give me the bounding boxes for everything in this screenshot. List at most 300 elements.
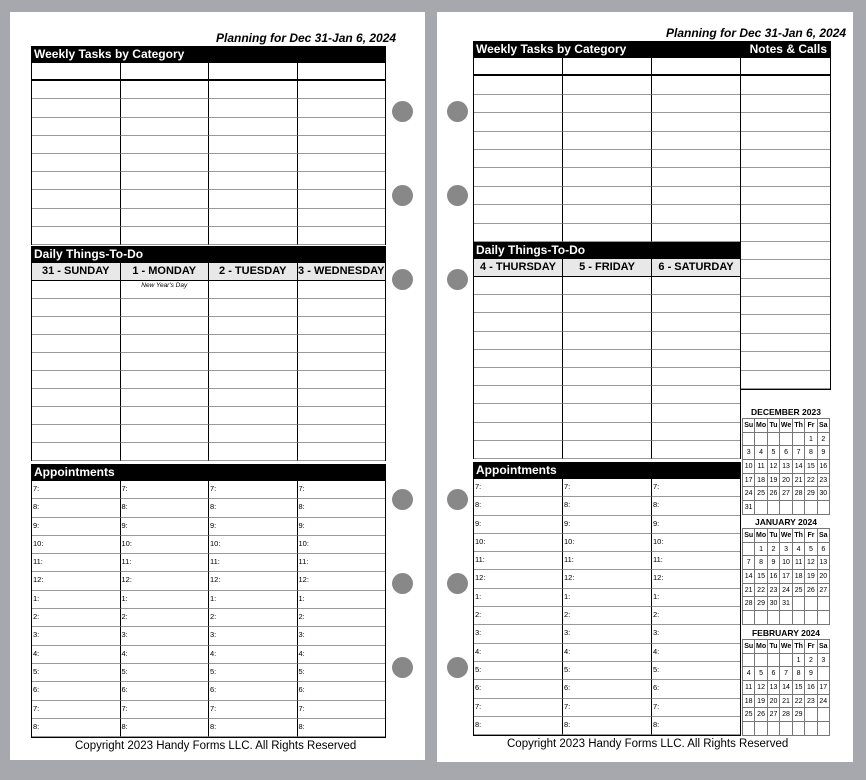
calendar-day[interactable]: 11 [792, 556, 804, 570]
daily-todo-cell[interactable] [121, 443, 210, 461]
appointment-slot[interactable] [209, 554, 298, 572]
weekly-task-cell[interactable] [652, 150, 740, 168]
weekly-task-cell[interactable] [121, 99, 210, 117]
weekly-task-cell[interactable] [209, 227, 298, 245]
daily-todo-cell[interactable] [298, 335, 386, 353]
notes-line[interactable] [741, 371, 830, 389]
notes-line[interactable] [741, 187, 830, 205]
weekly-task-cell[interactable] [32, 172, 121, 190]
weekly-task-cell[interactable] [563, 150, 652, 168]
calendar-day[interactable]: 26 [767, 487, 779, 501]
daily-todo-cell[interactable] [563, 313, 652, 331]
appointment-slot[interactable] [474, 570, 563, 588]
calendar-day[interactable]: 8 [805, 446, 817, 460]
weekly-task-cell[interactable] [32, 154, 121, 172]
weekly-task-cell[interactable] [652, 132, 740, 150]
appointment-slot[interactable] [298, 609, 386, 627]
calendar-day[interactable]: 12 [755, 681, 767, 695]
calendar-day[interactable]: 10 [743, 460, 755, 474]
weekly-task-cell[interactable] [563, 95, 652, 113]
weekly-task-cell[interactable] [563, 113, 652, 131]
weekly-task-cell[interactable] [474, 224, 563, 242]
weekly-task-cell[interactable] [298, 227, 386, 245]
notes-line[interactable] [741, 315, 830, 333]
weekly-task-cell[interactable] [298, 118, 386, 136]
weekly-task-cell[interactable] [121, 136, 210, 154]
appointment-slot[interactable] [652, 625, 740, 643]
daily-todo-cell[interactable] [563, 386, 652, 404]
daily-todo-cell[interactable] [652, 350, 740, 368]
calendar-day[interactable]: 26 [805, 583, 817, 597]
daily-todo-cell[interactable] [298, 443, 386, 461]
calendar-day[interactable]: 20 [817, 570, 829, 584]
appointment-slot[interactable] [32, 609, 121, 627]
daily-todo-cell[interactable] [474, 441, 563, 459]
appointment-slot[interactable] [121, 554, 210, 572]
calendar-day[interactable]: 7 [780, 667, 793, 681]
daily-todo-cell[interactable] [121, 389, 210, 407]
appointment-slot[interactable] [121, 646, 210, 664]
notes-line[interactable] [741, 242, 830, 260]
daily-todo-cell[interactable] [209, 353, 298, 371]
appointment-slot[interactable] [32, 701, 121, 719]
calendar-day[interactable]: 15 [755, 570, 767, 584]
daily-todo-cell[interactable] [32, 443, 121, 461]
calendar-day[interactable]: 22 [792, 694, 804, 708]
calendar-day[interactable]: 11 [755, 460, 767, 474]
appointment-slot[interactable] [298, 646, 386, 664]
calendar-day[interactable]: 27 [767, 708, 779, 722]
weekly-task-cell[interactable] [563, 76, 652, 94]
appointment-slot[interactable] [209, 481, 298, 499]
daily-todo-cell[interactable] [563, 350, 652, 368]
daily-todo-cell[interactable] [121, 407, 210, 425]
appointment-slot[interactable] [209, 609, 298, 627]
calendar-day[interactable]: 21 [780, 694, 793, 708]
daily-todo-cell[interactable] [563, 295, 652, 313]
weekly-task-cell[interactable] [209, 209, 298, 227]
weekly-task-cell[interactable] [209, 154, 298, 172]
daily-todo-cell[interactable] [32, 353, 121, 371]
weekly-task-cell[interactable] [563, 58, 652, 76]
calendar-day[interactable]: 24 [817, 694, 829, 708]
calendar-day[interactable]: 12 [767, 460, 779, 474]
calendar-day[interactable]: 6 [767, 667, 779, 681]
appointment-slot[interactable] [121, 499, 210, 517]
calendar-day[interactable]: 21 [792, 473, 804, 487]
calendar-day[interactable]: 30 [767, 597, 779, 611]
calendar-day[interactable]: 26 [755, 708, 767, 722]
daily-todo-cell[interactable] [32, 281, 121, 299]
daily-todo-cell[interactable] [209, 317, 298, 335]
calendar-day[interactable]: 14 [792, 460, 804, 474]
daily-todo-cell[interactable] [298, 407, 386, 425]
weekly-task-cell[interactable] [298, 172, 386, 190]
calendar-day[interactable]: 7 [792, 446, 804, 460]
weekly-task-cell[interactable] [121, 172, 210, 190]
notes-line[interactable] [741, 279, 830, 297]
calendar-day[interactable]: 29 [805, 487, 817, 501]
weekly-task-cell[interactable] [474, 132, 563, 150]
appointment-slot[interactable] [563, 680, 652, 698]
calendar-day[interactable]: 8 [755, 556, 767, 570]
appointment-slot[interactable] [32, 591, 121, 609]
weekly-task-cell[interactable] [298, 209, 386, 227]
daily-todo-cell[interactable] [563, 404, 652, 422]
daily-todo-cell[interactable] [563, 441, 652, 459]
calendar-day[interactable]: 28 [780, 708, 793, 722]
calendar-day[interactable]: 15 [792, 681, 804, 695]
notes-line[interactable] [741, 150, 830, 168]
calendar-day[interactable]: 9 [767, 556, 779, 570]
daily-todo-cell[interactable] [298, 389, 386, 407]
calendar-day[interactable]: 4 [792, 542, 804, 556]
appointment-slot[interactable] [298, 572, 386, 590]
appointment-slot[interactable] [298, 554, 386, 572]
calendar-day[interactable]: 30 [817, 487, 829, 501]
daily-todo-cell[interactable] [474, 295, 563, 313]
calendar-day[interactable]: 2 [817, 432, 829, 446]
daily-todo-cell[interactable] [652, 313, 740, 331]
daily-todo-cell[interactable] [298, 317, 386, 335]
daily-todo-cell[interactable] [32, 371, 121, 389]
daily-todo-cell[interactable] [209, 371, 298, 389]
calendar-day[interactable]: 27 [817, 583, 829, 597]
weekly-task-cell[interactable] [652, 224, 740, 242]
weekly-task-cell[interactable] [209, 190, 298, 208]
appointment-slot[interactable] [121, 701, 210, 719]
weekly-task-cell[interactable] [32, 99, 121, 117]
appointment-slot[interactable] [563, 662, 652, 680]
weekly-task-cell[interactable] [474, 58, 563, 76]
notes-line[interactable] [741, 113, 830, 131]
calendar-day[interactable]: 2 [805, 653, 817, 667]
appointment-slot[interactable] [652, 497, 740, 515]
calendar-day[interactable]: 11 [743, 681, 755, 695]
weekly-task-cell[interactable] [652, 168, 740, 186]
appointment-slot[interactable] [474, 607, 563, 625]
weekly-task-cell[interactable] [298, 136, 386, 154]
appointment-slot[interactable] [121, 481, 210, 499]
calendar-day[interactable]: 20 [767, 694, 779, 708]
calendar-day[interactable]: 14 [743, 570, 755, 584]
daily-todo-cell[interactable] [209, 335, 298, 353]
calendar-day[interactable]: 18 [792, 570, 804, 584]
weekly-task-cell[interactable] [474, 95, 563, 113]
calendar-day[interactable]: 23 [805, 694, 817, 708]
appointment-slot[interactable] [32, 682, 121, 700]
appointment-slot[interactable] [32, 554, 121, 572]
appointment-slot[interactable] [563, 589, 652, 607]
weekly-task-cell[interactable] [652, 76, 740, 94]
appointment-slot[interactable] [474, 479, 563, 497]
daily-todo-cell[interactable] [652, 295, 740, 313]
appointment-slot[interactable] [32, 719, 121, 737]
daily-todo-cell[interactable] [32, 389, 121, 407]
calendar-day[interactable]: 1 [792, 653, 804, 667]
appointment-slot[interactable] [298, 481, 386, 499]
weekly-task-cell[interactable] [474, 187, 563, 205]
daily-todo-cell[interactable] [32, 407, 121, 425]
notes-line[interactable] [741, 132, 830, 150]
appointment-slot[interactable] [298, 664, 386, 682]
weekly-task-cell[interactable] [121, 227, 210, 245]
appointment-slot[interactable] [32, 536, 121, 554]
calendar-day[interactable]: 19 [767, 473, 779, 487]
calendar-day[interactable]: 23 [767, 583, 779, 597]
appointment-slot[interactable] [121, 719, 210, 737]
daily-todo-cell[interactable] [474, 386, 563, 404]
appointment-slot[interactable] [563, 607, 652, 625]
daily-todo-cell[interactable] [209, 407, 298, 425]
daily-todo-cell[interactable] [121, 335, 210, 353]
calendar-day[interactable]: 5 [805, 542, 817, 556]
weekly-task-cell[interactable] [652, 58, 740, 76]
weekly-task-cell[interactable] [298, 190, 386, 208]
calendar-day[interactable]: 4 [743, 667, 755, 681]
weekly-task-cell[interactable] [298, 81, 386, 99]
weekly-task-cell[interactable] [298, 63, 386, 81]
appointment-slot[interactable] [563, 625, 652, 643]
appointment-slot[interactable] [32, 572, 121, 590]
appointment-slot[interactable] [652, 680, 740, 698]
notes-line[interactable] [741, 352, 830, 370]
notes-line[interactable] [741, 95, 830, 113]
notes-line[interactable] [741, 224, 830, 242]
weekly-task-cell[interactable] [121, 209, 210, 227]
calendar-day[interactable]: 17 [743, 473, 755, 487]
appointment-slot[interactable] [121, 591, 210, 609]
calendar-day[interactable]: 18 [743, 694, 755, 708]
calendar-day[interactable]: 2 [767, 542, 779, 556]
weekly-task-cell[interactable] [474, 205, 563, 223]
appointment-slot[interactable] [474, 717, 563, 735]
calendar-day[interactable]: 5 [755, 667, 767, 681]
appointment-slot[interactable] [209, 518, 298, 536]
daily-todo-cell[interactable] [121, 371, 210, 389]
calendar-day[interactable]: 1 [755, 542, 767, 556]
daily-todo-cell[interactable] [209, 299, 298, 317]
daily-todo-cell[interactable] [652, 441, 740, 459]
weekly-task-cell[interactable] [652, 205, 740, 223]
appointment-slot[interactable] [298, 719, 386, 737]
calendar-day[interactable]: 20 [780, 473, 793, 487]
appointment-slot[interactable] [209, 682, 298, 700]
appointment-slot[interactable] [652, 534, 740, 552]
appointment-slot[interactable] [121, 682, 210, 700]
appointment-slot[interactable] [121, 518, 210, 536]
weekly-task-cell[interactable] [121, 81, 210, 99]
appointment-slot[interactable] [474, 699, 563, 717]
weekly-task-cell[interactable] [563, 187, 652, 205]
daily-todo-cell[interactable] [474, 423, 563, 441]
weekly-task-cell[interactable] [209, 99, 298, 117]
calendar-day[interactable]: 25 [792, 583, 804, 597]
weekly-task-cell[interactable] [652, 113, 740, 131]
appointment-slot[interactable] [209, 536, 298, 554]
weekly-task-cell[interactable] [652, 187, 740, 205]
daily-todo-cell[interactable] [32, 299, 121, 317]
calendar-day[interactable]: 22 [805, 473, 817, 487]
daily-todo-cell[interactable] [32, 317, 121, 335]
daily-todo-cell[interactable] [652, 277, 740, 295]
calendar-day[interactable]: 24 [780, 583, 793, 597]
calendar-day[interactable]: 25 [755, 487, 767, 501]
calendar-day[interactable]: 6 [817, 542, 829, 556]
calendar-day[interactable]: 24 [743, 487, 755, 501]
calendar-day[interactable]: 28 [743, 597, 755, 611]
calendar-day[interactable]: 3 [743, 446, 755, 460]
weekly-task-cell[interactable] [32, 190, 121, 208]
daily-todo-cell[interactable] [121, 425, 210, 443]
calendar-day[interactable]: 9 [805, 667, 817, 681]
appointment-slot[interactable] [652, 552, 740, 570]
calendar-day[interactable]: 5 [767, 446, 779, 460]
weekly-task-cell[interactable] [32, 81, 121, 99]
weekly-task-cell[interactable] [121, 118, 210, 136]
appointment-slot[interactable] [474, 497, 563, 515]
weekly-task-cell[interactable] [563, 205, 652, 223]
weekly-task-cell[interactable] [209, 81, 298, 99]
appointment-slot[interactable] [209, 572, 298, 590]
calendar-day[interactable]: 28 [792, 487, 804, 501]
appointment-slot[interactable] [209, 701, 298, 719]
calendar-day[interactable]: 16 [817, 460, 829, 474]
appointment-slot[interactable] [652, 662, 740, 680]
appointment-slot[interactable] [563, 497, 652, 515]
appointment-slot[interactable] [563, 534, 652, 552]
weekly-task-cell[interactable] [474, 76, 563, 94]
daily-todo-cell[interactable] [563, 332, 652, 350]
weekly-task-cell[interactable] [32, 209, 121, 227]
appointment-slot[interactable] [32, 664, 121, 682]
weekly-task-cell[interactable] [32, 118, 121, 136]
calendar-day[interactable]: 13 [780, 460, 793, 474]
daily-todo-cell[interactable] [652, 368, 740, 386]
calendar-day[interactable]: 29 [792, 708, 804, 722]
notes-line[interactable] [741, 205, 830, 223]
daily-todo-cell[interactable] [209, 443, 298, 461]
calendar-day[interactable]: 23 [817, 473, 829, 487]
weekly-task-cell[interactable] [32, 227, 121, 245]
weekly-task-cell[interactable] [474, 113, 563, 131]
calendar-day[interactable]: 17 [817, 681, 829, 695]
daily-todo-cell[interactable] [121, 353, 210, 371]
calendar-day[interactable]: 31 [743, 501, 755, 515]
daily-todo-cell[interactable] [474, 277, 563, 295]
appointment-slot[interactable] [209, 646, 298, 664]
appointment-slot[interactable] [474, 662, 563, 680]
appointment-slot[interactable] [32, 627, 121, 645]
appointment-slot[interactable] [652, 717, 740, 735]
daily-todo-cell[interactable] [298, 299, 386, 317]
calendar-day[interactable]: 6 [780, 446, 793, 460]
appointment-slot[interactable] [298, 627, 386, 645]
notes-line[interactable] [741, 297, 830, 315]
appointment-slot[interactable] [652, 699, 740, 717]
daily-todo-cell[interactable] [121, 281, 210, 299]
calendar-day[interactable]: 16 [805, 681, 817, 695]
calendar-day[interactable]: 10 [780, 556, 793, 570]
appointment-slot[interactable] [474, 516, 563, 534]
weekly-task-cell[interactable] [652, 95, 740, 113]
daily-todo-cell[interactable] [32, 425, 121, 443]
appointment-slot[interactable] [121, 536, 210, 554]
appointment-slot[interactable] [474, 644, 563, 662]
notes-line[interactable] [741, 334, 830, 352]
daily-todo-cell[interactable] [32, 335, 121, 353]
appointment-slot[interactable] [474, 552, 563, 570]
calendar-day[interactable]: 4 [755, 446, 767, 460]
appointment-slot[interactable] [474, 680, 563, 698]
calendar-day[interactable]: 7 [743, 556, 755, 570]
calendar-day[interactable]: 25 [743, 708, 755, 722]
calendar-day[interactable]: 18 [755, 473, 767, 487]
weekly-task-cell[interactable] [563, 224, 652, 242]
calendar-day[interactable]: 31 [780, 597, 793, 611]
daily-todo-cell[interactable] [474, 313, 563, 331]
calendar-day[interactable]: 22 [755, 583, 767, 597]
weekly-task-cell[interactable] [32, 136, 121, 154]
calendar-day[interactable]: 27 [780, 487, 793, 501]
appointment-slot[interactable] [563, 516, 652, 534]
notes-line[interactable] [741, 76, 830, 94]
weekly-task-cell[interactable] [121, 63, 210, 81]
calendar-day[interactable]: 13 [767, 681, 779, 695]
appointment-slot[interactable] [652, 589, 740, 607]
calendar-day[interactable]: 16 [767, 570, 779, 584]
weekly-task-cell[interactable] [209, 118, 298, 136]
notes-line[interactable] [741, 260, 830, 278]
notes-line[interactable] [741, 168, 830, 186]
appointment-slot[interactable] [298, 682, 386, 700]
daily-todo-cell[interactable] [474, 368, 563, 386]
weekly-task-cell[interactable] [121, 190, 210, 208]
appointment-slot[interactable] [209, 719, 298, 737]
daily-todo-cell[interactable] [652, 332, 740, 350]
daily-todo-cell[interactable] [652, 423, 740, 441]
appointment-slot[interactable] [563, 479, 652, 497]
calendar-day[interactable]: 15 [805, 460, 817, 474]
daily-todo-cell[interactable] [298, 353, 386, 371]
appointment-slot[interactable] [121, 627, 210, 645]
daily-todo-cell[interactable] [474, 332, 563, 350]
daily-todo-cell[interactable] [298, 281, 386, 299]
appointment-slot[interactable] [652, 516, 740, 534]
appointment-slot[interactable] [121, 664, 210, 682]
daily-todo-cell[interactable] [474, 350, 563, 368]
appointment-slot[interactable] [209, 591, 298, 609]
daily-todo-cell[interactable] [298, 425, 386, 443]
appointment-slot[interactable] [298, 499, 386, 517]
appointment-slot[interactable] [298, 591, 386, 609]
appointment-slot[interactable] [563, 717, 652, 735]
appointment-slot[interactable] [563, 552, 652, 570]
appointment-slot[interactable] [652, 607, 740, 625]
appointment-slot[interactable] [652, 644, 740, 662]
daily-todo-cell[interactable] [121, 317, 210, 335]
appointment-slot[interactable] [121, 609, 210, 627]
appointment-slot[interactable] [563, 699, 652, 717]
appointment-slot[interactable] [298, 518, 386, 536]
daily-todo-cell[interactable] [652, 404, 740, 422]
daily-todo-cell[interactable] [298, 371, 386, 389]
appointment-slot[interactable] [563, 644, 652, 662]
calendar-day[interactable]: 19 [755, 694, 767, 708]
daily-todo-cell[interactable] [209, 425, 298, 443]
calendar-day[interactable]: 13 [817, 556, 829, 570]
weekly-task-cell[interactable] [298, 99, 386, 117]
